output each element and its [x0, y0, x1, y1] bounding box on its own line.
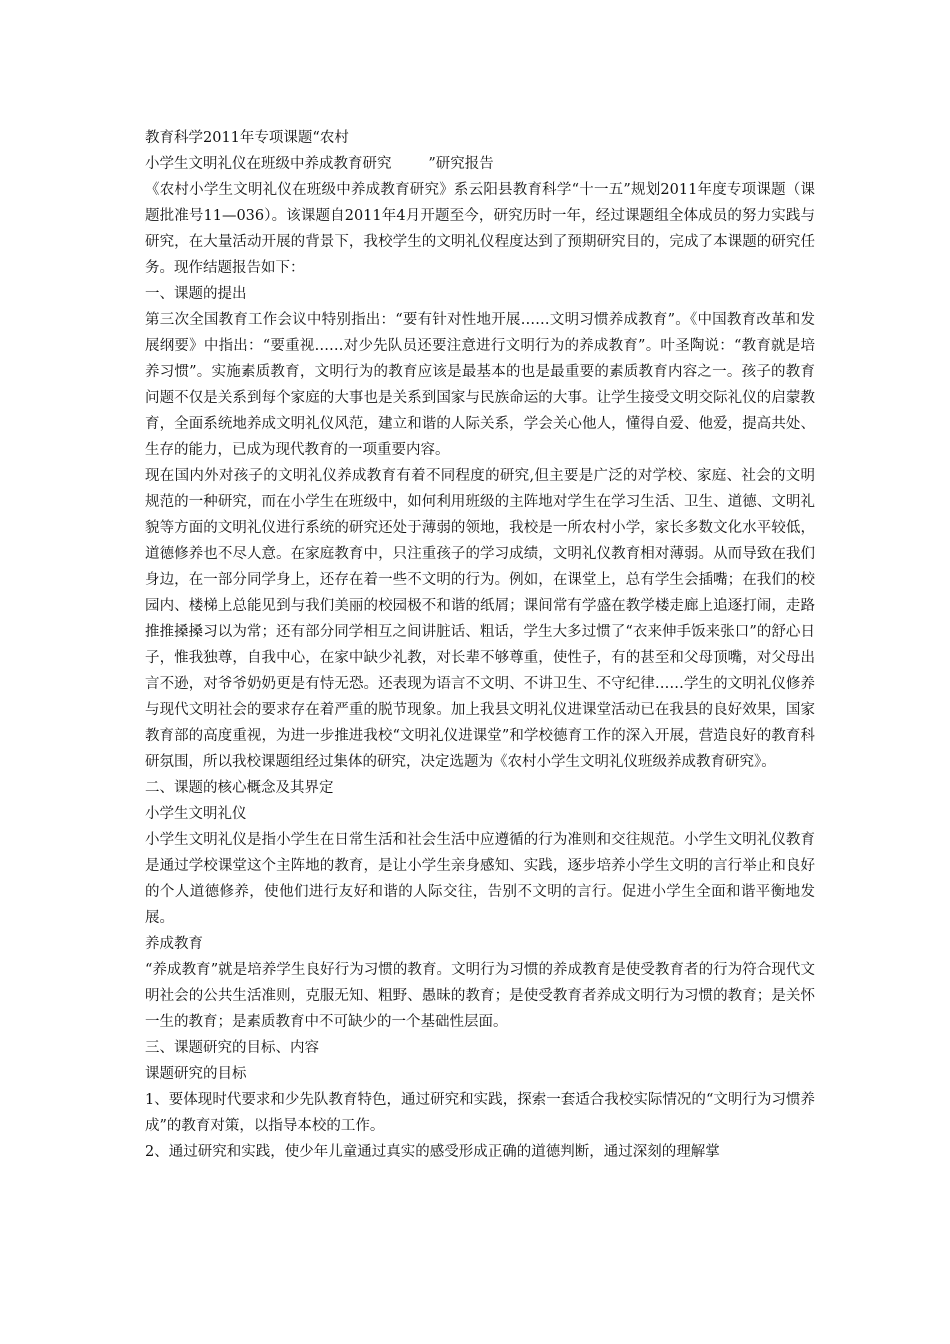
intro-paragraph: 《农村小学生文明礼仪在班级中养成教育研究》系云阳县教育科学“十一五”规划2011年度专项课题（课题批准号11—036）。该课题自2011年4月开题至今，研究历时一年，经过课题组全体成员的努力实践与研究，在大量活动开展的背景下，我校学生的文明礼仪程度达到了预期研究目的，完成了本课题的研究任务。现作结题报告如下：: [145, 182, 815, 276]
title-line-2: 小学生文明礼仪在班级中养成教育研究 ”研究报告: [145, 156, 494, 172]
concept-2-heading: 养成教育: [145, 936, 203, 952]
section-1-paragraph-1: 第三次全国教育工作会议中特别指出：“要有针对性地开展……文明习惯养成教育”。《中国教育改革和发展纲要》中指出：“要重视……对少先队员还要注意进行文明行为的养成教育”。叶圣陶说：“教育就是培养习惯”。实施素质教育，文明行为的教育应该是最基本的也是最重要的素质教育内容之一。孩子的教育问题不仅是关系到每个家庭的大事也是关系到国家与民族命运的大事。让学生接受文明交际礼仪的启蒙教育，全面系统地养成文明礼仪风范，建立和谐的人际关系，学会关心他人，懂得自爱、他爱，提高共处、生存的能力，已成为现代教育的一项重要内容。: [145, 312, 815, 458]
title-line-1: 教育科学2011年专项课题“农村: [145, 130, 349, 146]
section-2-heading: 二、课题的核心概念及其界定: [145, 780, 334, 796]
concept-1-paragraph: 小学生文明礼仪是指小学生在日常生活和社会生活中应遵循的行为准则和交往规范。小学生文明礼仪教育是通过学校课堂这个主阵地的教育，是让小学生亲身感知、实践，逐步培养小学生文明的言行举止和良好的个人道德修养，使他们进行友好和谐的人际交往，告别不文明的言行。促进小学生全面和谐平衡地发展。: [145, 832, 815, 926]
document-page: [145, 125, 815, 1165]
section-1-paragraph-2: 现在国内外对孩子的文明礼仪养成教育有着不同程度的研究,但主要是广泛的对学校、家庭、社会的文明规范的一种研究，而在小学生在班级中，如何利用班级的主阵地对学生在学习生活、卫生、道德、文明礼貌等方面的文明礼仪进行系统的研究还处于薄弱的领地，我校是一所农村小学，家长多数文化水平较低，道德修养也不尽人意。在家庭教育中，只注重孩子的学习成绩，文明礼仪教育相对薄弱。从而导致在我们身边，在一部分同学身上，还存在着一些不文明的行为。例如，在课堂上，总有学生会插嘴；在我们的校园内、楼梯上总能见到与我们美丽的校园极不和谐的纸屑；课间常有学盛在教学楼走廊上追逐打闹，走路推推搡搡习以为常；还有部分同学相互之间讲脏话、粗话，学生大多过惯了“衣来伸手饭来张口”的舒心日子，惟我独尊，自我中心，在家中缺少礼教，对长辈不够尊重，使性子，有的甚至和父母顶嘴，对父母出言不逊，对爷爷奶奶更是有恃无恐。还表现为语言不文明、不讲卫生、不守纪律……学生的文明礼仪修养与现代文明社会的要求存在着严重的脱节现象。加上我县文明礼仪进课堂活动已在我县的良好效果，国家教育部的高度重视，为进一步推进我校“文明礼仪进课堂”和学校德育工作的深入开展，营造良好的教育科研氛围，所以我校课题组经过集体的研究，决定选题为《农村小学生文明礼仪班级养成教育研究》。: [145, 468, 815, 770]
concept-1-heading: 小学生文明礼仪: [145, 806, 247, 822]
goal-item-1: 1、要体现时代要求和少先队教育特色，通过研究和实践，探索一套适合我校实际情况的“文明行为习惯养成”的教育对策，以指导本校的工作。: [145, 1092, 815, 1134]
goal-item-2: 2、通过研究和实践，使少年儿童通过真实的感受形成正确的道德判断，通过深刻的理解掌: [145, 1144, 720, 1160]
goals-heading: 课题研究的目标: [145, 1066, 247, 1082]
section-1-heading: 一、课题的提出: [145, 286, 247, 302]
concept-2-paragraph: “养成教育”就是培养学生良好行为习惯的教育。文明行为习惯的养成教育是使受教育者的行为符合现代文明社会的公共生活准则，克服无知、粗野、愚昧的教育；是使受教育者养成文明行为习惯的教育；是关怀一生的教育；是素质教育中不可缺少的一个基础性层面。: [145, 962, 815, 1030]
section-3-heading: 三、课题研究的目标、内容: [145, 1040, 319, 1056]
